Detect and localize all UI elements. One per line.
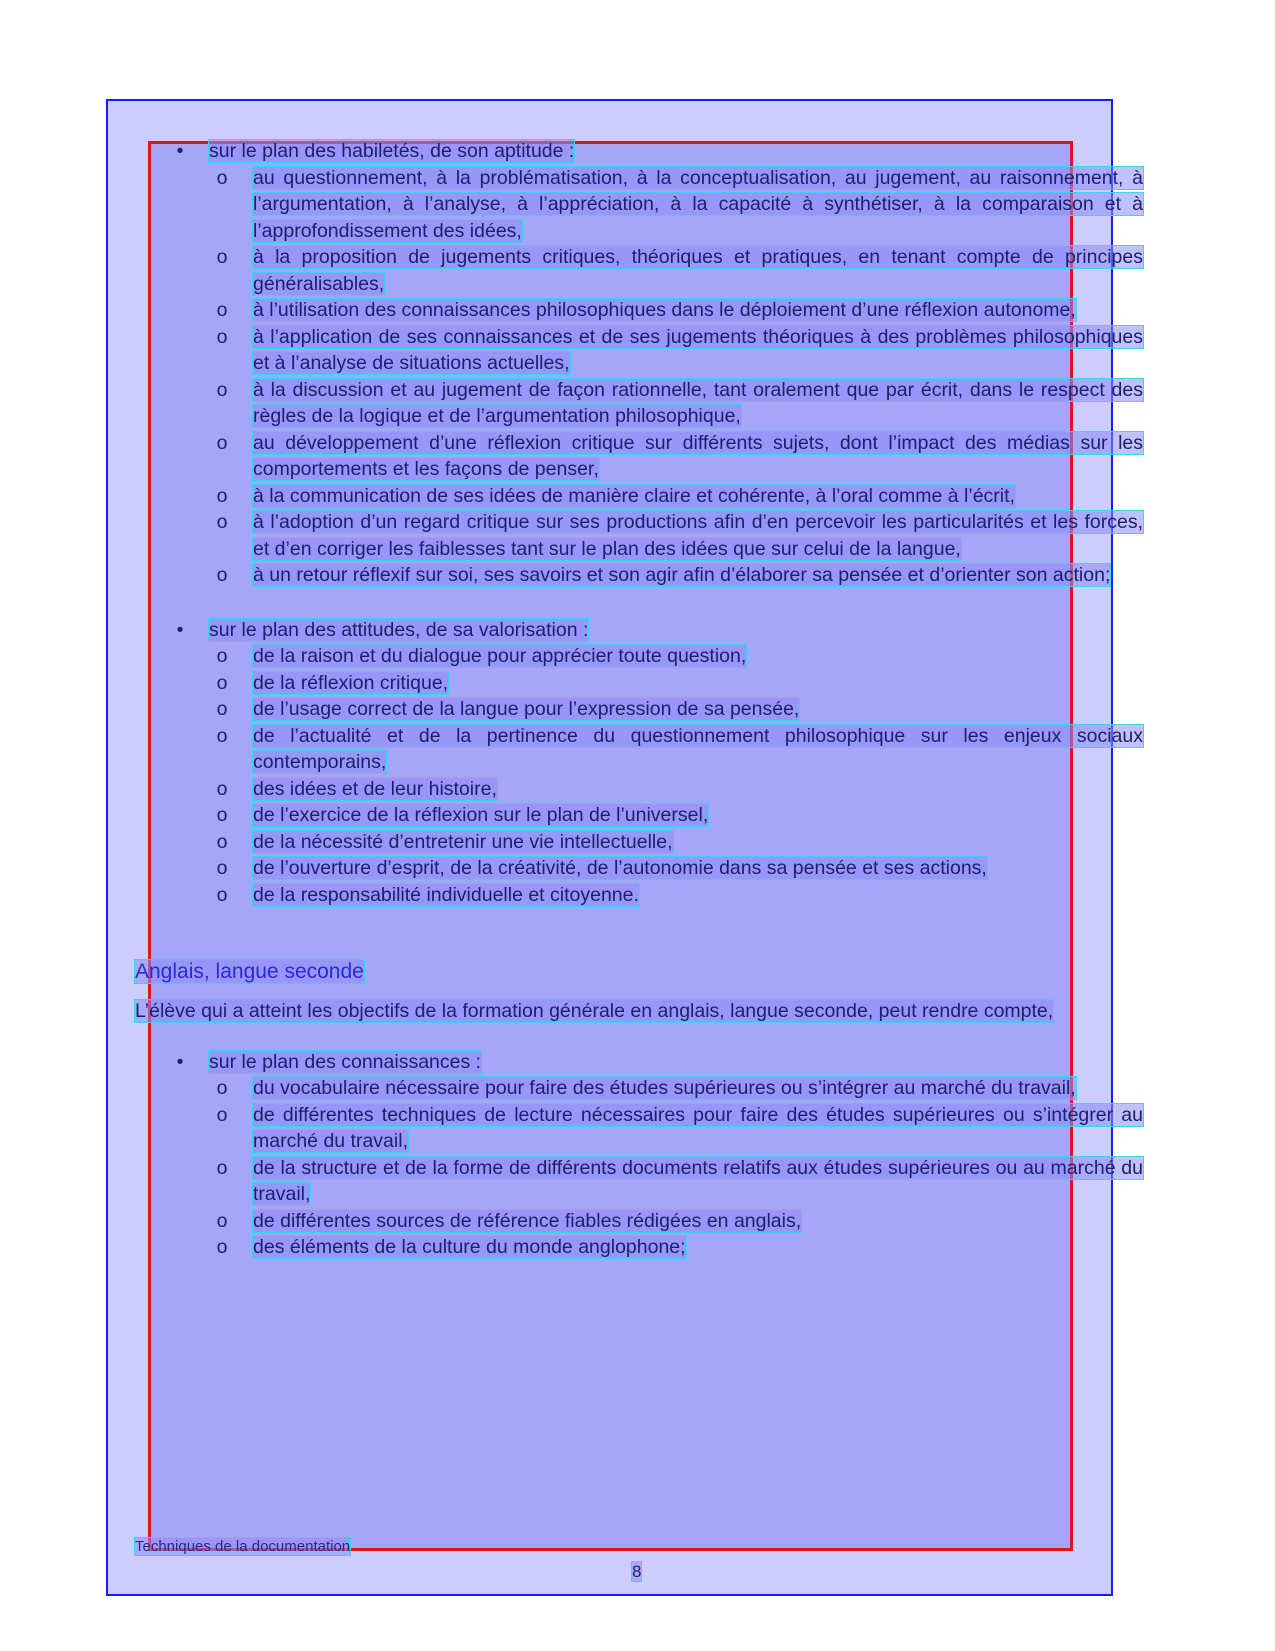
list-item: o au développement d’une réflexion critique sur différents sujets, dont l’impact des médias sur les comportements et les façons de penser, xyxy=(135,430,1143,483)
bullet-circle-icon: o xyxy=(216,431,228,454)
bullet-circle-icon: o xyxy=(216,1209,228,1232)
bullet-circle-icon: o xyxy=(216,378,228,401)
list-item: o de la responsabilité individuelle et citoyenne. xyxy=(135,882,1143,909)
bullet-circle-icon: o xyxy=(216,299,228,321)
bullet-circle-icon: o xyxy=(216,484,228,507)
bullet-circle-icon: o xyxy=(216,564,228,586)
bullet-circle-icon: o xyxy=(216,724,228,747)
bullet-circle-icon: o xyxy=(216,883,228,906)
list-attitudes xyxy=(135,643,1143,908)
bullet-circle-icon: o xyxy=(216,698,228,720)
bullet-circle-icon: o xyxy=(216,645,228,667)
list-item: o du vocabulaire nécessaire pour faire des études supérieures ou s’intégrer au marché du travail, xyxy=(135,1075,1143,1102)
bullet-circle-icon: o xyxy=(216,777,228,800)
list-item: o de l’ouverture d’esprit, de la créativité, de l’autonomie dans sa pensée et ses actions, xyxy=(135,855,1143,882)
list-item: o de la structure et de la forme de différents documents relatifs aux études supérieures ou au marché du travail, xyxy=(135,1155,1143,1208)
list-item: o à la discussion et au jugement de façon rationnelle, tant oralement que par écrit, dans le respect des règles de la logique et de l’argumentation philosophique, xyxy=(135,377,1143,430)
bullet-circle-icon: o xyxy=(216,1156,228,1179)
list-item: o à la proposition de jugements critiques, théoriques et pratiques, en tenant compte de principes généralisables, xyxy=(135,244,1143,297)
list-item: o à la communication de ses idées de manière claire et cohérente, à l’oral comme à l’écrit, xyxy=(135,483,1143,510)
bullet-circle-icon: o xyxy=(216,1077,228,1099)
list-habiletes xyxy=(135,165,1143,589)
bullet-heading-attitudes: • sur le plan des attitudes, de sa valorisation : xyxy=(135,617,1143,644)
list-item: o de l’actualité et de la pertinence du questionnement philosophique sur les enjeux sociaux contemporains, xyxy=(135,723,1143,776)
list-item: o de l’usage correct de la langue pour l’expression de sa pensée, xyxy=(135,696,1143,723)
list-item: o de différentes techniques de lecture nécessaires pour faire des études supérieures ou s’intégrer au marché du travail, xyxy=(135,1102,1143,1155)
list-item: o de différentes sources de référence fiables rédigées en anglais, xyxy=(135,1208,1143,1235)
bullet-circle-icon: o xyxy=(216,804,228,826)
section-title-anglais: Anglais, langue seconde xyxy=(135,960,364,983)
bullet-circle-icon: o xyxy=(216,830,228,853)
list-item: o des idées et de leur histoire, xyxy=(135,776,1143,803)
bullet-dot-icon: • xyxy=(176,140,184,162)
intro-paragraph: L’élève qui a atteint les objectifs de la formation générale en anglais, langue seconde, peut rendre compte, xyxy=(135,1000,1054,1022)
bullet-circle-icon: o xyxy=(216,1236,228,1258)
bullet-dot-icon: • xyxy=(176,1050,184,1073)
list-item: o à un retour réflexif sur soi, ses savoirs et son agir afin d’élaborer sa pensée et d’orienter son action; xyxy=(135,562,1143,589)
list-connaissances xyxy=(135,1075,1143,1261)
list-item: o de la réflexion critique, xyxy=(135,670,1143,697)
bullet-circle-icon: o xyxy=(216,671,228,694)
list-item: o de la nécessité d’entretenir une vie intellectuelle, xyxy=(135,829,1143,856)
bullet-circle-icon: o xyxy=(216,325,228,348)
page-number: 8 xyxy=(632,1562,642,1581)
bullet-circle-icon: o xyxy=(216,857,228,879)
list-item: o à l’adoption d’un regard critique sur ses productions afin d’en percevoir les particularités et les forces, et d’en corriger les faiblesses tant sur le plan des idées que sur celui de la langue, xyxy=(135,509,1143,562)
list-item: o à l’utilisation des connaissances philosophiques dans le déploiement d’une réflexion autonome, xyxy=(135,297,1143,324)
bullet-circle-icon: o xyxy=(216,1103,228,1126)
bullet-circle-icon: o xyxy=(216,246,228,268)
list-item: o à l’application de ses connaissances et de ses jugements théoriques à des problèmes philosophiques et à l’analyse de situations actuelles, xyxy=(135,324,1143,377)
document-content xyxy=(135,138,1143,1261)
bullet-heading-habiletes: • sur le plan des habiletés, de son aptitude : xyxy=(135,138,1143,165)
list-item: o des éléments de la culture du monde anglophone; xyxy=(135,1234,1143,1261)
list-item: o au questionnement, à la problématisation, à la conceptualisation, au jugement, au raisonnement, à l’argumentation, à l’analyse, à l’appréciation, à la capacité à synthétiser, à la comparaison et à l’approfondissement des idées, xyxy=(135,165,1143,245)
bullet-circle-icon: o xyxy=(216,511,228,533)
bullet-heading-connaissances: • sur le plan des connaissances : xyxy=(135,1049,1143,1076)
footer-program-name: Techniques de la documentation xyxy=(135,1538,351,1555)
bullet-dot-icon: • xyxy=(176,618,184,641)
bullet-circle-icon: o xyxy=(216,166,228,189)
list-item: o de la raison et du dialogue pour apprécier toute question, xyxy=(135,643,1143,670)
list-item: o de l’exercice de la réflexion sur le plan de l’universel, xyxy=(135,802,1143,829)
